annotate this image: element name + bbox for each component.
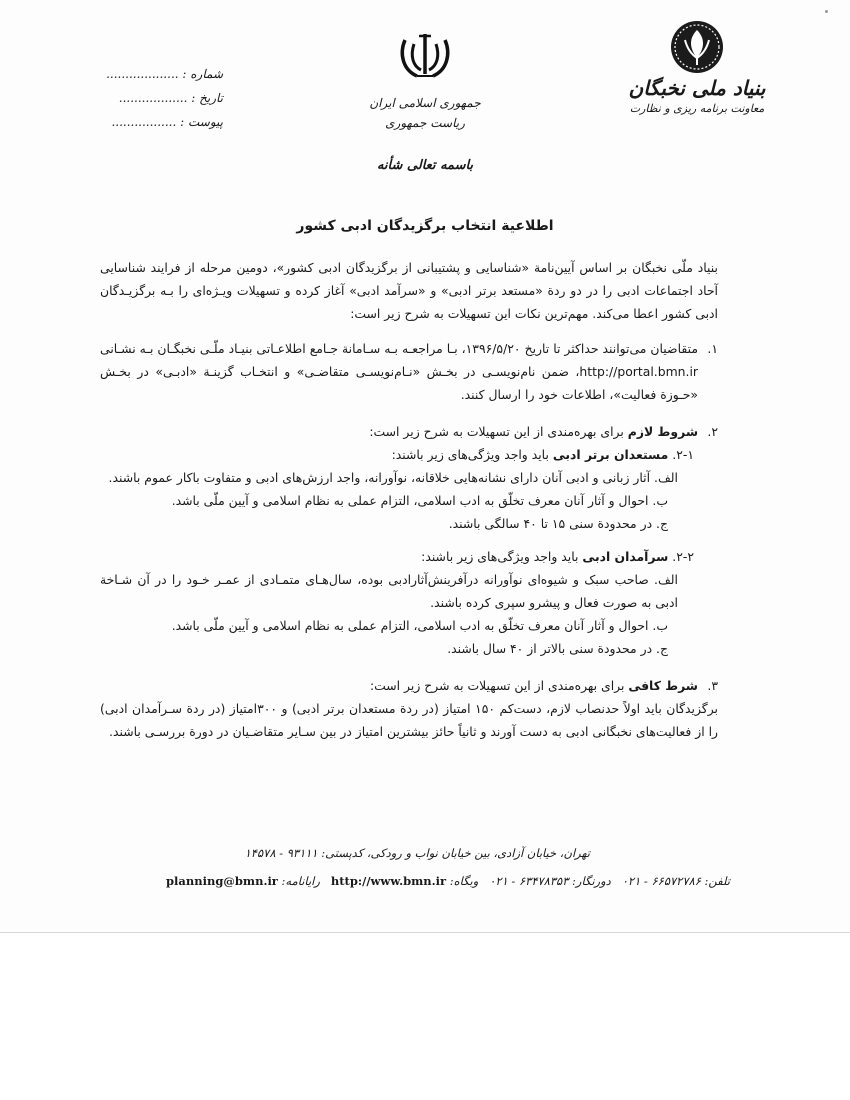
sub-2-2-line-jim: ج. در محدودة سنی بالاتر از ۴۰ سال باشند. <box>447 641 668 656</box>
footer-web-label: وبگاه: <box>449 874 479 888</box>
sub-2-1-number: ۲-۱. <box>668 447 694 462</box>
sub-2-1-bold: مستعدان برتر ادبی <box>552 447 669 462</box>
sub-2-1-heading <box>100 443 698 466</box>
bmn-brand-block <box>622 18 772 115</box>
item-2-rest: برای بهره‌مندی از این تسهیلات به شرح زیر است: <box>369 424 628 439</box>
footer-phone: تلفن: ۶۶۵۷۲۷۸۶ - ۰۲۱ <box>621 874 730 888</box>
footer-email-label: رایانامه: <box>281 874 320 888</box>
attachment-field <box>78 110 223 134</box>
attachment-label: پیوست : <box>180 115 223 129</box>
basmala-heading: باسمه تعالی شأنه <box>376 158 474 173</box>
number-dots: ................... <box>106 67 179 81</box>
item-3-rest: برای بهره‌مندی از این تسهیلات به شرح زیر است: <box>369 678 629 693</box>
iran-emblem-icon <box>397 30 453 82</box>
scan-speck <box>825 10 828 13</box>
sub-2-2-line-alef: الف. صاحب سبک و شیوه‌ای نوآورانه درآفرینش‌آثارادبی بوده، سال‌هـای متمـادی از عمـر خـود را در آن شـاخة ادبی به صورت فعال و پیشرو سپری کرده باشند. <box>100 572 678 610</box>
date-field <box>78 86 223 110</box>
sub-2-1-line-be: ب. احوال و آثار آنان معرف تخلّق به ادب اسلامی، التزام عملی به نظام اسلامی و آیین ملّی باشد. <box>171 493 668 508</box>
iran-emblem-block <box>360 30 490 130</box>
letter-meta-fields <box>78 62 223 134</box>
item-3-heading <box>100 674 698 697</box>
emblem-line-2: ریاست جمهوری <box>385 116 465 130</box>
number-field <box>78 62 223 86</box>
footer-fax: دورنگار: ۶۳۴۷۸۳۵۳ - ۰۲۱ <box>489 874 611 888</box>
emblem-line-1: جمهوری اسلامی ایران <box>369 96 481 110</box>
sub-2-2-rest: باید واجد ویژگی‌های زیر باشند: <box>421 549 583 564</box>
sub-2-2-heading <box>100 545 698 568</box>
item-1 <box>100 337 718 406</box>
footer-email-link[interactable]: planning@bmn.ir <box>166 874 278 888</box>
brand-subtitle: معاونت برنامه ریزی و نظارت <box>629 102 765 115</box>
item-1-number: ۱. <box>707 341 718 356</box>
brand-name: بنیاد ملی نخبگان <box>628 76 766 100</box>
announcement-body <box>100 256 718 743</box>
item-2-number: ۲. <box>707 424 718 439</box>
sub-2-1-line-jim: ج. در محدودة سنی ۱۵ تا ۴۰ سالگی باشند. <box>448 516 668 531</box>
sub-2-1-line-alef: الف. آثار زبانی و ادبی آنان دارای نشانه‌هایی خلاقانه، نوآورانه، واجد ارزش‌های ادبی و متفاوت باکار عموم باشند. <box>108 470 678 485</box>
announcement-title: اطلاعیة انتخاب برگزیدگان ادبی کشور <box>296 218 554 234</box>
item-2 <box>100 420 718 660</box>
sub-2-2-number: ۲-۲. <box>668 549 694 564</box>
date-dots: .................. <box>118 91 188 105</box>
number-label: شماره : <box>182 67 223 81</box>
attachment-dots: ................. <box>111 115 177 129</box>
sub-2-2-bold: سرآمدان ادبی <box>582 549 669 564</box>
item-3-text: برگزیدگان باید اولاً حدنصاب لازم، دست‌کم ۱۵۰ امتیاز (در ردة مستعدان برتر ادبی) و ۳۰۰امتیاز (در ردة سـرآمدان ادبی) را از فعالیت‌های نخبگانی ادبی به دست آورند و ثانیاً حائز بیشترین امتیاز در بین سـایر متقاضـیان در دورة بررسـی باشند. <box>100 701 718 739</box>
bmn-logo-icon <box>665 18 729 76</box>
intro-paragraph: بنیاد ملّی نخبگان بر اساس آیین‌نامة «شناسایی و پشتیبانی از برگزیدگان ادبی کشور»، دومین مرحله از فرایند شناسایی آحاد اجتماعات ادبی را در دو ردة «مستعد برتر ادبی» و «سرآمد ادبی» آغاز کرده و تسهیلات ویـژه‌ای را بـه برگزیـدگان ادبی کشور اعطا می‌کند. مهم‌ترین نکات این تسهیلات به شرح زیر است: <box>100 260 718 321</box>
footer-contacts <box>130 874 730 888</box>
footer-web-link[interactable]: http://www.bmn.ir <box>330 874 447 888</box>
item-3-bold: شرط کافی <box>628 678 698 693</box>
item-1-text: متقاضیان می‌توانند حداکثر تا تاریخ ۱۳۹۶/۵/۲۰، بـا مراجعـه بـه سـامانة جـامع اطلاعـاتی بنیـاد ملّـی نخبگـان بـه نشـانی http://portal.bmn.ir، ضمن نام‌نویسـی در بخـش «نـام‌نویسـی متقاضـی» و انتخـاب گزینـة «ادبـی» در بخـش «حـوزة فعالیت»، اطلاعات خود را ارسال کنند. <box>100 341 698 402</box>
footer-address: تهران، خیابان آزادی، بین خیابان نواب و رودکی، کدپستی: ۹۳۱۱۱ - ۱۴۵۷۸ <box>244 846 590 860</box>
sub-2-1-rest: باید واجد ویژگی‌های زیر باشند: <box>391 447 553 462</box>
item-3 <box>100 674 718 697</box>
item-2-heading <box>100 420 698 443</box>
sub-2-2-line-be: ب. احوال و آثار آنان معرف تخلّق به ادب اسلامی، التزام عملی به نظام اسلامی و آیین ملّی باشد. <box>171 618 668 633</box>
item-2-bold: شروط لازم <box>627 424 698 439</box>
date-label: تاریخ : <box>191 91 223 105</box>
item-3-number: ۳. <box>707 678 718 693</box>
